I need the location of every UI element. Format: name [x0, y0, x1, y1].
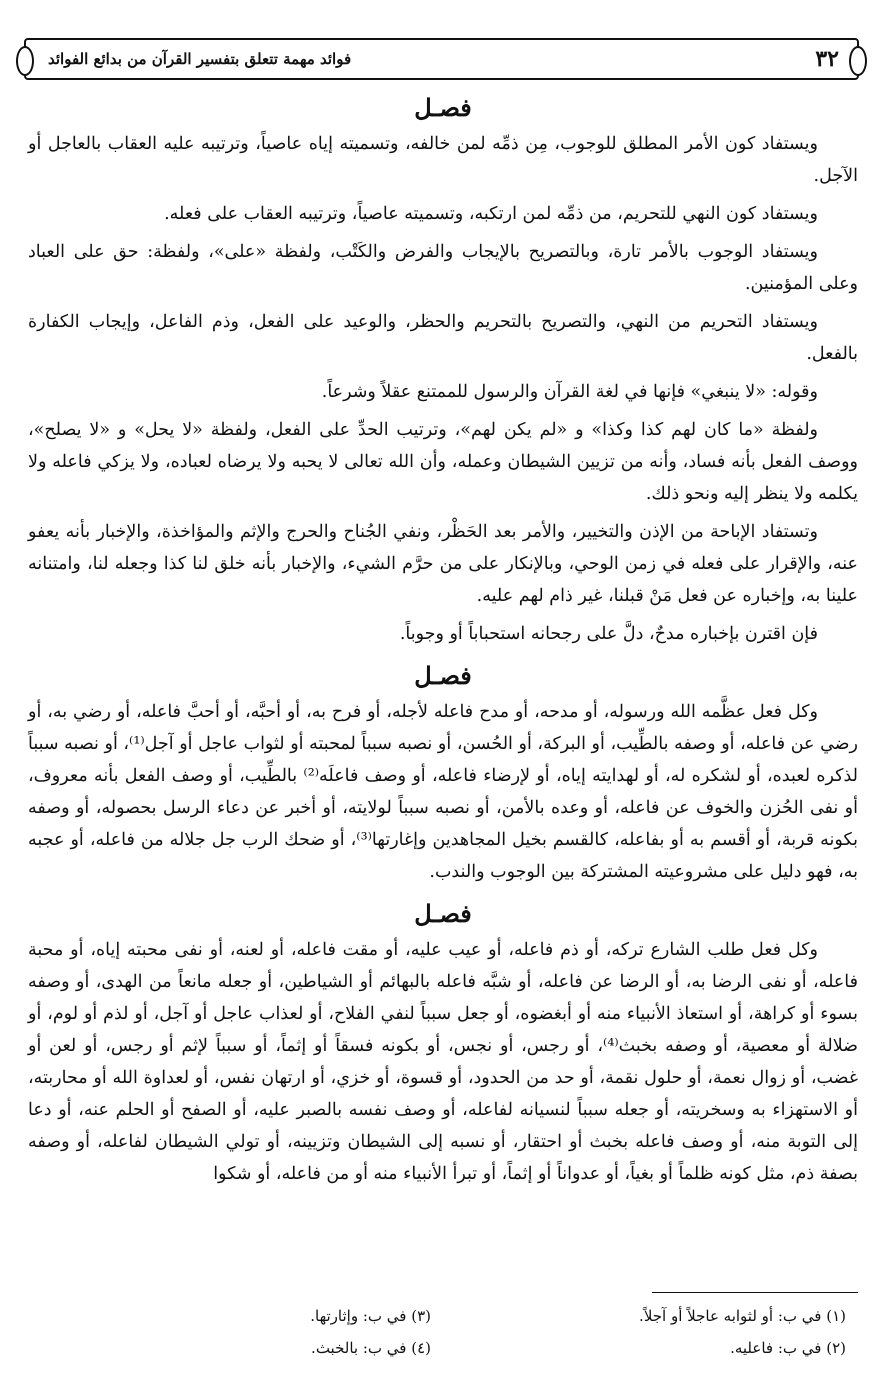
- paragraph: ويستفاد التحريم من النهي، والتصريح بالتحريم والحظر، والوعيد على الفعل، وذم الفاعل، وإيجاب الكفارة بالفعل.: [28, 312, 858, 364]
- paragraph: ويستفاد الوجوب بالأمر تارة، وبالتصريح بالإيجاب والفرض والكَتْب، ولفظة «على»، ولفظة: حق على العباد وعلى المؤمنين.: [28, 242, 858, 294]
- section-heading: فصـل: [414, 93, 472, 122]
- paragraph: فإن اقترن بإخباره مدحٌ، دلَّ على رجحانه استحباباً أو وجوباً.: [399, 624, 818, 644]
- footnote: (٤) في ب: بالخبث.: [311, 1339, 431, 1357]
- body-text: [28, 84, 858, 1196]
- page-number: ٣٢: [815, 46, 839, 72]
- paragraph: وقوله: «لا ينبغي» فإنها في لغة القرآن والرسول للممتنع عقلاً وشرعاً.: [321, 382, 818, 402]
- section-heading: فصـل: [414, 899, 472, 928]
- paragraph: ويستفاد كون النهي للتحريم، من ذمِّه لمن ارتكبه، وتسميته عاصياً، وترتيبه العقاب على فعله.: [164, 204, 818, 224]
- footnote: (٢) في ب: فاعليه.: [730, 1339, 846, 1357]
- section-1: [28, 88, 858, 650]
- paragraph: وكل فعل طلب الشارع تركه، أو ذم فاعله، أو عيب عليه، أو مقت فاعله، أو لعنه، أو نفى محبته إياه، أو محبة فاعله، أو نفى الرضا به، أو الرضا عن فاعله، أو شبَّه فاعله بالبهائم أو الشياطين، أو جعله مانعاً من الهدى، أو وصفه بسوء أو كراهة، أو استعاذ الأنبياء منه أو أبغضوه، أو جعل سبباً لنفي الفلاح، أو لعذاب عاجل أو آجل، أو لذم أو لوم، أو ضلالة أو معصية، أو وصفه بخبث⁽⁴⁾، أو رجس، أو نجس، أو بكونه فسقاً أو إثماً، أو سبباً لإثم أو رجس، أو لعن أو غضب، أو زوال نعمة، أو حلول نقمة، أو حد من الحدود، أو قسوة، أو خزي، أو ارتهان نفس، أو لعداوة الله أو محاربته، أو الاستهزاء به وسخريته، أو جعله سبباً لنسيانه لفاعله، أو وصف نفسه بالصبر عليه، أو الصفح أو الحلم عنه، أو دعا إلى التوبة منه، أو وصف فاعله بخبث أو احتقار، أو نسبه إلى الشيطان وتزيينه، أو تولي الشيطان لفاعله، أو وصفه بصفة ذم، مثل كونه ظلماً أو بغياً، أو عدواناً أو إثماً، أو تبرأ الأنبياء منه أو من فاعله، أو شكوا: [28, 940, 858, 1184]
- section-heading: فصـل: [414, 661, 472, 690]
- footnote: (٣) في ب: وإثارتها.: [310, 1307, 431, 1325]
- section-3: [28, 894, 858, 1190]
- running-title: فوائد مهمة تتعلق بتفسير القرآن من بدائع الفوائد: [48, 50, 352, 68]
- running-header: [24, 38, 859, 80]
- footnotes: [28, 1300, 858, 1364]
- paragraph: ويستفاد كون الأمر المطلق للوجوب، مِن ذمِّه لمن خالفه، وتسميته إياه عاصياً، وترتيبه عليه العقاب بالعاجل أو الآجل.: [28, 134, 858, 186]
- section-2: [28, 656, 858, 888]
- paragraph: وتستفاد الإباحة من الإذن والتخيير، والأمر بعد الحَظْر، ونفي الجُناح والحرج والإثم والمؤاخذة، والإخبار بأنه يعفو عنه، والإقرار على فعله في زمن الوحي، وبالإنكار على من حرَّم الشيء، والإخبار بأنه خلق لنا كذا وجعله لنا، وامتنانه علينا به، وإخباره عن فعل مَنْ قبلنا، غير ذام لهم عليه.: [28, 522, 858, 606]
- paragraph: وكل فعل عظَّمه الله ورسوله، أو مدحه، أو مدح فاعله لأجله، أو فرح به، أو أحبَّه، أو أحبَّ فاعله، أو رضي به، أو رضي عن فاعله، أو وصفه بالطِّيب، أو البركة، أو الحُسن، أو نصبه سبباً لمحبته أو لثواب عاجل أو آجل⁽¹⁾، أو نصبه سبباً لذكره لعبده، أو لشكره له، أو لهدايته إياه، أو لإرضاء فاعله، أو وصف فاعلَه⁽²⁾ بالطِّيب، أو وصف الفعل بأنه معروف، أو نفى الحُزن والخوف عن فاعله، أو وعده بالأمن، أو نصبه سبباً لولايته، أو أخبر عن دعاء الرسل بحصوله، أو وصفه بكونه قربة، أو أقسم به أو بفاعله، كالقسم بخيل المجاهدين وإغارتها⁽³⁾، أو ضحك الرب جل جلاله من فاعله، أو عجبه به، فهو دليل على مشروعيته المشتركة بين الوجوب والندب.: [28, 702, 859, 882]
- paragraph: ولفظة «ما كان لهم كذا وكذا» و «لم يكن لهم»، وترتيب الحدِّ على الفعل، ولفظة «لا يحل» و «لا يصلح»، ووصف الفعل بأنه فساد، وأنه من تزيين الشيطان وعمله، وأن الله تعالى لا يحبه ولا يرضاه لعباده، ولا يزكي فاعله ولا يكلمه ولا ينظر إليه ونحو ذلك.: [28, 420, 858, 504]
- footnote-divider: [652, 1292, 858, 1293]
- footnote: (١) في ب: أو لثوابه عاجلاً أو آجلاً.: [639, 1307, 846, 1325]
